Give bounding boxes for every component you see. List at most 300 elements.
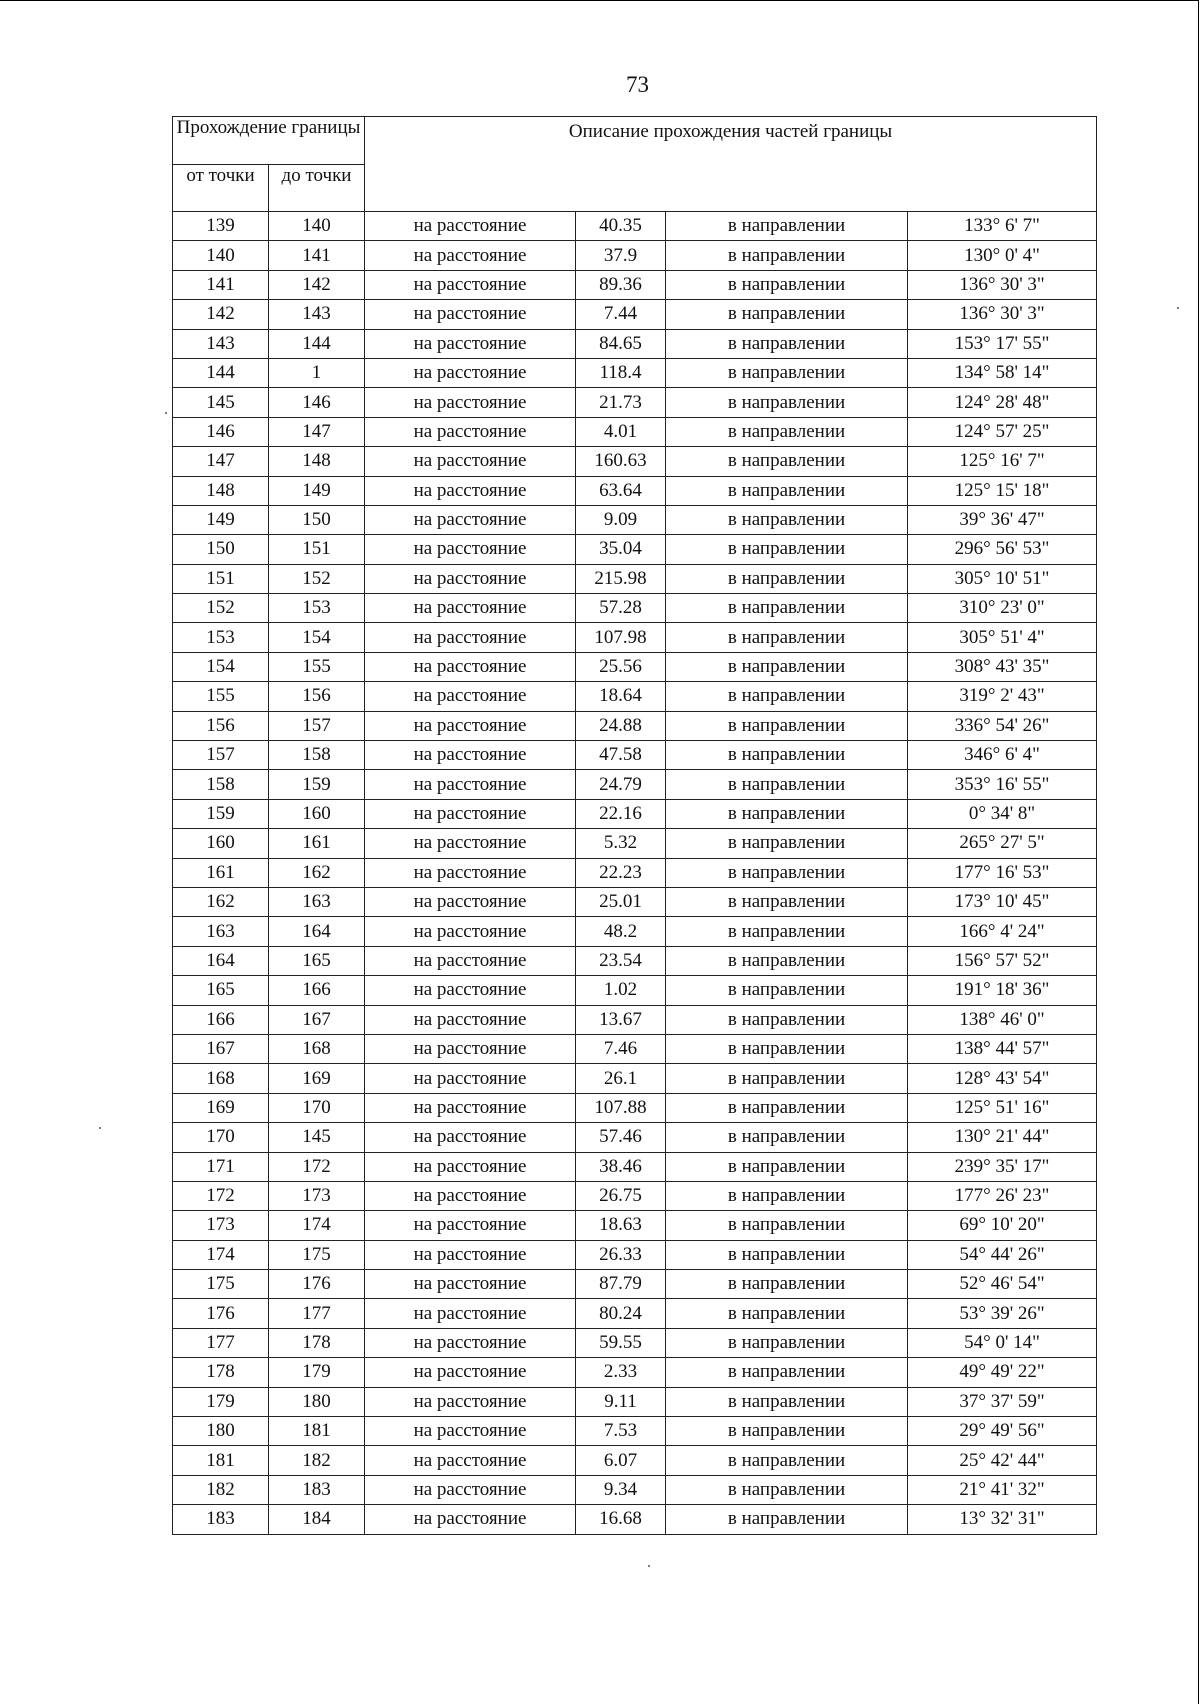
table-row [173, 212, 1097, 241]
cell-distance: 118.4 [576, 358, 666, 387]
cell-distance: 57.28 [576, 594, 666, 623]
cell-direction-label: в направлении [666, 1123, 908, 1152]
table-row [173, 1064, 1097, 1093]
table-row [173, 623, 1097, 652]
cell-to-point: 177 [269, 1299, 365, 1328]
cell-distance: 18.63 [576, 1211, 666, 1240]
cell-from-point: 144 [173, 358, 269, 387]
cell-distance: 9.09 [576, 505, 666, 534]
cell-distance: 25.01 [576, 887, 666, 916]
cell-to-point: 167 [269, 1005, 365, 1034]
table-row [173, 476, 1097, 505]
table-row [173, 1328, 1097, 1357]
cell-to-point: 174 [269, 1211, 365, 1240]
cell-distance: 48.2 [576, 917, 666, 946]
cell-bearing: 29° 49' 56" [908, 1417, 1097, 1446]
cell-direction-label: в направлении [666, 1328, 908, 1357]
cell-from-point: 166 [173, 1005, 269, 1034]
cell-distance: 57.46 [576, 1123, 666, 1152]
table-row [173, 1299, 1097, 1328]
cell-direction-label: в направлении [666, 388, 908, 417]
cell-direction-label: в направлении [666, 858, 908, 887]
cell-distance-label: на расстояние [365, 388, 576, 417]
table-row [173, 1093, 1097, 1122]
cell-to-point: 153 [269, 594, 365, 623]
cell-from-point: 181 [173, 1446, 269, 1475]
cell-distance-label: на расстояние [365, 652, 576, 681]
cell-bearing: 69° 10' 20" [908, 1211, 1097, 1240]
boundary-table [172, 116, 1097, 1535]
cell-from-point: 162 [173, 887, 269, 916]
cell-bearing: 53° 39' 26" [908, 1299, 1097, 1328]
table-row [173, 1417, 1097, 1446]
cell-from-point: 155 [173, 682, 269, 711]
cell-to-point: 162 [269, 858, 365, 887]
cell-direction-label: в направлении [666, 946, 908, 975]
cell-distance-label: на расстояние [365, 241, 576, 270]
cell-to-point: 178 [269, 1328, 365, 1357]
cell-distance: 215.98 [576, 564, 666, 593]
cell-distance-label: на расстояние [365, 300, 576, 329]
cell-direction-label: в направлении [666, 1005, 908, 1034]
cell-from-point: 173 [173, 1211, 269, 1240]
cell-direction-label: в направлении [666, 1446, 908, 1475]
cell-from-point: 164 [173, 946, 269, 975]
table-row [173, 300, 1097, 329]
cell-distance-label: на расстояние [365, 946, 576, 975]
cell-from-point: 156 [173, 711, 269, 740]
cell-direction-label: в направлении [666, 505, 908, 534]
cell-bearing: 346° 6' 4" [908, 741, 1097, 770]
cell-from-point: 149 [173, 505, 269, 534]
cell-direction-label: в направлении [666, 682, 908, 711]
cell-bearing: 13° 32' 31" [908, 1505, 1097, 1534]
cell-distance: 26.75 [576, 1181, 666, 1210]
cell-distance-label: на расстояние [365, 1181, 576, 1210]
cell-distance-label: на расстояние [365, 329, 576, 358]
cell-distance-label: на расстояние [365, 1034, 576, 1063]
cell-from-point: 157 [173, 741, 269, 770]
cell-from-point: 178 [173, 1358, 269, 1387]
cell-from-point: 147 [173, 447, 269, 476]
cell-to-point: 146 [269, 388, 365, 417]
cell-from-point: 167 [173, 1034, 269, 1063]
cell-to-point: 144 [269, 329, 365, 358]
cell-direction-label: в направлении [666, 917, 908, 946]
cell-distance-label: на расстояние [365, 505, 576, 534]
cell-from-point: 175 [173, 1270, 269, 1299]
scan-speck [648, 1565, 650, 1567]
cell-from-point: 152 [173, 594, 269, 623]
cell-from-point: 146 [173, 417, 269, 446]
cell-bearing: 128° 43' 54" [908, 1064, 1097, 1093]
cell-from-point: 151 [173, 564, 269, 593]
scan-speck [99, 1127, 101, 1129]
cell-bearing: 305° 10' 51" [908, 564, 1097, 593]
cell-to-point: 168 [269, 1034, 365, 1063]
cell-to-point: 141 [269, 241, 365, 270]
cell-bearing: 305° 51' 4" [908, 623, 1097, 652]
cell-direction-label: в направлении [666, 1358, 908, 1387]
cell-distance: 6.07 [576, 1446, 666, 1475]
cell-direction-label: в направлении [666, 1034, 908, 1063]
cell-distance: 24.79 [576, 770, 666, 799]
cell-direction-label: в направлении [666, 799, 908, 828]
cell-direction-label: в направлении [666, 1152, 908, 1181]
cell-from-point: 141 [173, 270, 269, 299]
cell-bearing: 134° 58' 14" [908, 358, 1097, 387]
cell-bearing: 37° 37' 59" [908, 1387, 1097, 1416]
table-row [173, 1152, 1097, 1181]
cell-distance: 2.33 [576, 1358, 666, 1387]
cell-from-point: 180 [173, 1417, 269, 1446]
cell-to-point: 158 [269, 741, 365, 770]
cell-distance-label: на расстояние [365, 1387, 576, 1416]
cell-distance-label: на расстояние [365, 1240, 576, 1269]
cell-direction-label: в направлении [666, 887, 908, 916]
cell-bearing: 153° 17' 55" [908, 329, 1097, 358]
cell-distance: 38.46 [576, 1152, 666, 1181]
cell-bearing: 124° 28' 48" [908, 388, 1097, 417]
cell-to-point: 166 [269, 976, 365, 1005]
cell-distance: 40.35 [576, 212, 666, 241]
table-row [173, 1123, 1097, 1152]
cell-direction-label: в направлении [666, 1417, 908, 1446]
cell-to-point: 142 [269, 270, 365, 299]
cell-distance-label: на расстояние [365, 1123, 576, 1152]
table-row [173, 1475, 1097, 1504]
cell-direction-label: в направлении [666, 358, 908, 387]
cell-distance: 5.32 [576, 829, 666, 858]
cell-distance: 35.04 [576, 535, 666, 564]
table-row [173, 1505, 1097, 1534]
cell-from-point: 176 [173, 1299, 269, 1328]
cell-to-point: 160 [269, 799, 365, 828]
table-row [173, 682, 1097, 711]
cell-bearing: 177° 26' 23" [908, 1181, 1097, 1210]
cell-distance-label: на расстояние [365, 741, 576, 770]
cell-to-point: 151 [269, 535, 365, 564]
table-row [173, 594, 1097, 623]
cell-direction-label: в направлении [666, 1093, 908, 1122]
cell-distance-label: на расстояние [365, 1005, 576, 1034]
cell-distance-label: на расстояние [365, 711, 576, 740]
cell-direction-label: в направлении [666, 829, 908, 858]
cell-direction-label: в направлении [666, 711, 908, 740]
cell-direction-label: в направлении [666, 241, 908, 270]
cell-bearing: 39° 36' 47" [908, 505, 1097, 534]
cell-distance-label: на расстояние [365, 535, 576, 564]
cell-to-point: 149 [269, 476, 365, 505]
cell-bearing: 353° 16' 55" [908, 770, 1097, 799]
cell-from-point: 153 [173, 623, 269, 652]
cell-direction-label: в направлении [666, 1387, 908, 1416]
cell-bearing: 0° 34' 8" [908, 799, 1097, 828]
cell-from-point: 140 [173, 241, 269, 270]
cell-distance: 7.53 [576, 1417, 666, 1446]
cell-distance: 107.98 [576, 623, 666, 652]
cell-bearing: 54° 0' 14" [908, 1328, 1097, 1357]
cell-from-point: 145 [173, 388, 269, 417]
table-row [173, 829, 1097, 858]
cell-from-point: 177 [173, 1328, 269, 1357]
cell-to-point: 183 [269, 1475, 365, 1504]
table-row [173, 799, 1097, 828]
cell-to-point: 182 [269, 1446, 365, 1475]
cell-bearing: 177° 16' 53" [908, 858, 1097, 887]
cell-direction-label: в направлении [666, 1064, 908, 1093]
cell-to-point: 164 [269, 917, 365, 946]
cell-distance-label: на расстояние [365, 1064, 576, 1093]
table-row [173, 1034, 1097, 1063]
cell-direction-label: в направлении [666, 594, 908, 623]
cell-bearing: 166° 4' 24" [908, 917, 1097, 946]
table-row [173, 946, 1097, 975]
table-row [173, 358, 1097, 387]
cell-bearing: 49° 49' 22" [908, 1358, 1097, 1387]
header-description: Описание прохождения частей границы [365, 117, 1097, 212]
table-row [173, 535, 1097, 564]
cell-direction-label: в направлении [666, 535, 908, 564]
cell-distance-label: на расстояние [365, 447, 576, 476]
cell-from-point: 172 [173, 1181, 269, 1210]
table-row [173, 564, 1097, 593]
cell-distance-label: на расстояние [365, 417, 576, 446]
cell-distance: 107.88 [576, 1093, 666, 1122]
cell-distance: 1.02 [576, 976, 666, 1005]
cell-distance: 87.79 [576, 1270, 666, 1299]
cell-to-point: 143 [269, 300, 365, 329]
cell-distance-label: на расстояние [365, 1270, 576, 1299]
cell-distance: 13.67 [576, 1005, 666, 1034]
header-boundary-passage: Прохождение границы [173, 117, 365, 165]
cell-from-point: 174 [173, 1240, 269, 1269]
cell-bearing: 125° 51' 16" [908, 1093, 1097, 1122]
cell-distance: 160.63 [576, 447, 666, 476]
cell-from-point: 183 [173, 1505, 269, 1534]
cell-distance: 59.55 [576, 1328, 666, 1357]
cell-distance: 89.36 [576, 270, 666, 299]
cell-distance-label: на расстояние [365, 1475, 576, 1504]
cell-to-point: 154 [269, 623, 365, 652]
cell-distance-label: на расстояние [365, 682, 576, 711]
cell-distance-label: на расстояние [365, 212, 576, 241]
cell-bearing: 54° 44' 26" [908, 1240, 1097, 1269]
cell-distance-label: на расстояние [365, 594, 576, 623]
cell-from-point: 168 [173, 1064, 269, 1093]
cell-from-point: 160 [173, 829, 269, 858]
cell-direction-label: в направлении [666, 770, 908, 799]
cell-distance: 22.23 [576, 858, 666, 887]
cell-to-point: 175 [269, 1240, 365, 1269]
cell-distance: 80.24 [576, 1299, 666, 1328]
cell-direction-label: в направлении [666, 270, 908, 299]
cell-distance-label: на расстояние [365, 1211, 576, 1240]
table-row [173, 741, 1097, 770]
header-to-point: до точки [269, 165, 365, 212]
cell-direction-label: в направлении [666, 1270, 908, 1299]
cell-bearing: 310° 23' 0" [908, 594, 1097, 623]
cell-distance-label: на расстояние [365, 476, 576, 505]
cell-distance: 26.1 [576, 1064, 666, 1093]
cell-direction-label: в направлении [666, 417, 908, 446]
cell-distance: 63.64 [576, 476, 666, 505]
table-row [173, 1240, 1097, 1269]
table-row [173, 329, 1097, 358]
table-row [173, 270, 1097, 299]
cell-distance: 7.46 [576, 1034, 666, 1063]
cell-to-point: 180 [269, 1387, 365, 1416]
cell-from-point: 165 [173, 976, 269, 1005]
cell-distance-label: на расстояние [365, 1152, 576, 1181]
cell-from-point: 159 [173, 799, 269, 828]
cell-bearing: 125° 15' 18" [908, 476, 1097, 505]
cell-bearing: 125° 16' 7" [908, 447, 1097, 476]
table-row [173, 1181, 1097, 1210]
cell-to-point: 161 [269, 829, 365, 858]
cell-distance: 16.68 [576, 1505, 666, 1534]
table-row [173, 917, 1097, 946]
cell-from-point: 158 [173, 770, 269, 799]
cell-distance-label: на расстояние [365, 858, 576, 887]
cell-bearing: 136° 30' 3" [908, 270, 1097, 299]
cell-bearing: 336° 54' 26" [908, 711, 1097, 740]
cell-to-point: 170 [269, 1093, 365, 1122]
cell-distance-label: на расстояние [365, 799, 576, 828]
cell-to-point: 173 [269, 1181, 365, 1210]
cell-direction-label: в направлении [666, 329, 908, 358]
cell-from-point: 142 [173, 300, 269, 329]
cell-distance-label: на расстояние [365, 887, 576, 916]
cell-from-point: 179 [173, 1387, 269, 1416]
table-row [173, 1387, 1097, 1416]
cell-distance-label: на расстояние [365, 1417, 576, 1446]
cell-to-point: 181 [269, 1417, 365, 1446]
cell-to-point: 152 [269, 564, 365, 593]
cell-bearing: 265° 27' 5" [908, 829, 1097, 858]
cell-to-point: 163 [269, 887, 365, 916]
scan-speck [1177, 307, 1179, 309]
table-row [173, 1358, 1097, 1387]
scan-speck [165, 412, 167, 414]
cell-from-point: 161 [173, 858, 269, 887]
cell-distance-label: на расстояние [365, 1093, 576, 1122]
cell-direction-label: в направлении [666, 741, 908, 770]
cell-direction-label: в направлении [666, 564, 908, 593]
cell-distance-label: на расстояние [365, 270, 576, 299]
cell-to-point: 140 [269, 212, 365, 241]
cell-bearing: 130° 21' 44" [908, 1123, 1097, 1152]
cell-to-point: 156 [269, 682, 365, 711]
cell-direction-label: в направлении [666, 1299, 908, 1328]
table-row [173, 976, 1097, 1005]
cell-distance: 18.64 [576, 682, 666, 711]
cell-direction-label: в направлении [666, 1211, 908, 1240]
table-row [173, 1270, 1097, 1299]
cell-distance-label: на расстояние [365, 829, 576, 858]
page-number: 73 [626, 72, 649, 97]
header-from-point: от точки [173, 165, 269, 212]
cell-distance: 9.34 [576, 1475, 666, 1504]
table-row [173, 1005, 1097, 1034]
cell-direction-label: в направлении [666, 1505, 908, 1534]
cell-direction-label: в направлении [666, 623, 908, 652]
table-row [173, 711, 1097, 740]
cell-from-point: 148 [173, 476, 269, 505]
cell-to-point: 147 [269, 417, 365, 446]
cell-distance-label: на расстояние [365, 358, 576, 387]
cell-bearing: 239° 35' 17" [908, 1152, 1097, 1181]
cell-distance: 47.58 [576, 741, 666, 770]
cell-to-point: 145 [269, 1123, 365, 1152]
cell-direction-label: в направлении [666, 300, 908, 329]
cell-to-point: 159 [269, 770, 365, 799]
table-row [173, 1446, 1097, 1475]
cell-bearing: 308° 43' 35" [908, 652, 1097, 681]
cell-distance: 22.16 [576, 799, 666, 828]
cell-direction-label: в направлении [666, 1240, 908, 1269]
cell-bearing: 133° 6' 7" [908, 212, 1097, 241]
table-row [173, 652, 1097, 681]
cell-direction-label: в направлении [666, 976, 908, 1005]
cell-bearing: 319° 2' 43" [908, 682, 1097, 711]
cell-bearing: 136° 30' 3" [908, 300, 1097, 329]
cell-distance-label: на расстояние [365, 623, 576, 652]
cell-distance: 9.11 [576, 1387, 666, 1416]
cell-to-point: 176 [269, 1270, 365, 1299]
cell-bearing: 173° 10' 45" [908, 887, 1097, 916]
cell-bearing: 156° 57' 52" [908, 946, 1097, 975]
cell-to-point: 157 [269, 711, 365, 740]
cell-distance-label: на расстояние [365, 917, 576, 946]
cell-to-point: 148 [269, 447, 365, 476]
table-row [173, 388, 1097, 417]
cell-direction-label: в направлении [666, 1475, 908, 1504]
cell-bearing: 25° 42' 44" [908, 1446, 1097, 1475]
table-row [173, 241, 1097, 270]
cell-bearing: 52° 46' 54" [908, 1270, 1097, 1299]
cell-from-point: 170 [173, 1123, 269, 1152]
cell-bearing: 138° 46' 0" [908, 1005, 1097, 1034]
cell-direction-label: в направлении [666, 652, 908, 681]
cell-bearing: 138° 44' 57" [908, 1034, 1097, 1063]
table-row [173, 887, 1097, 916]
cell-bearing: 21° 41' 32" [908, 1475, 1097, 1504]
cell-from-point: 139 [173, 212, 269, 241]
cell-distance-label: на расстояние [365, 564, 576, 593]
cell-from-point: 169 [173, 1093, 269, 1122]
cell-distance: 84.65 [576, 329, 666, 358]
cell-distance-label: на расстояние [365, 976, 576, 1005]
cell-distance-label: на расстояние [365, 1505, 576, 1534]
cell-from-point: 171 [173, 1152, 269, 1181]
cell-to-point: 169 [269, 1064, 365, 1093]
table-body [173, 212, 1097, 1535]
cell-distance-label: на расстояние [365, 770, 576, 799]
table-row [173, 505, 1097, 534]
cell-distance: 26.33 [576, 1240, 666, 1269]
cell-bearing: 296° 56' 53" [908, 535, 1097, 564]
cell-to-point: 172 [269, 1152, 365, 1181]
cell-from-point: 143 [173, 329, 269, 358]
cell-to-point: 179 [269, 1358, 365, 1387]
cell-distance: 23.54 [576, 946, 666, 975]
cell-from-point: 163 [173, 917, 269, 946]
cell-to-point: 150 [269, 505, 365, 534]
table-row [173, 417, 1097, 446]
cell-direction-label: в направлении [666, 476, 908, 505]
cell-from-point: 150 [173, 535, 269, 564]
